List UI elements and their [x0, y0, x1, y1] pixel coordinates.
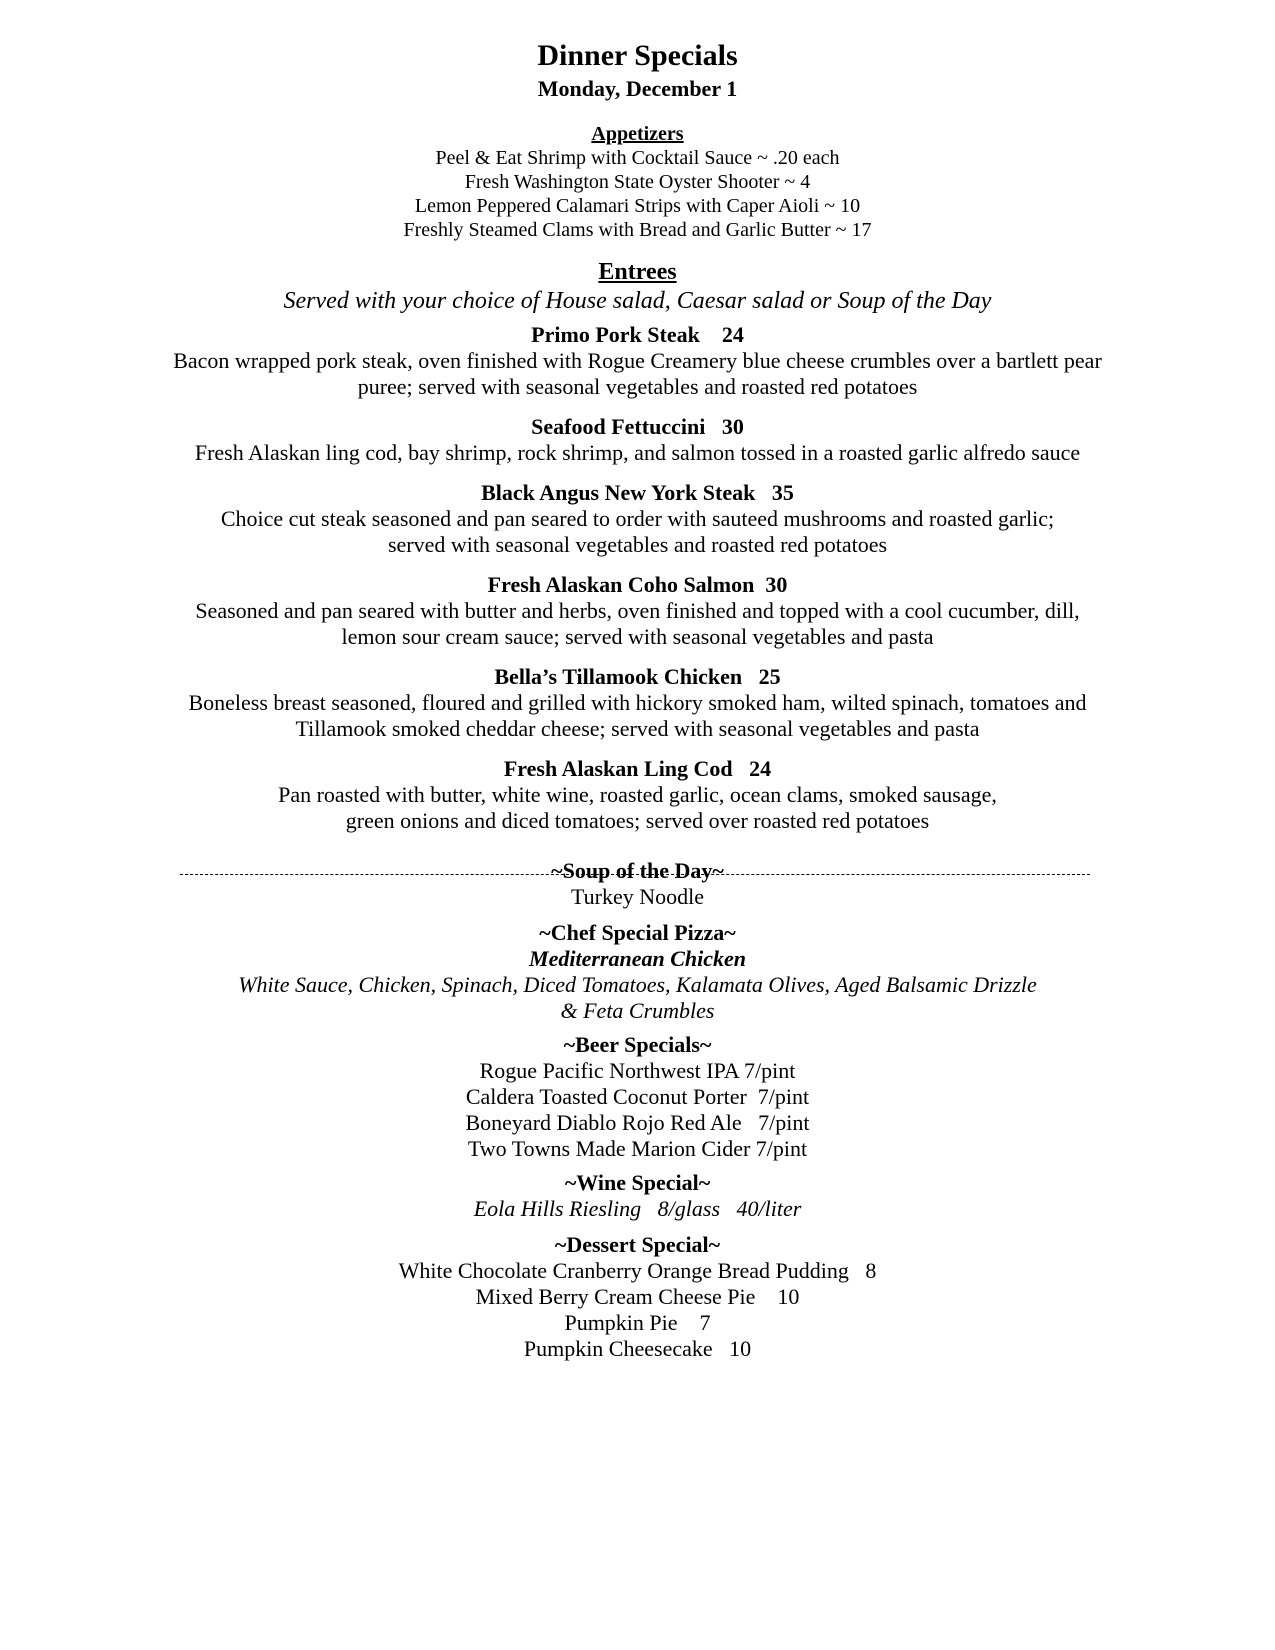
dish-description: puree; served with seasonal vegetables and roasted red potatoes	[357, 374, 918, 399]
entrees-subtitle: Served with your choice of House salad, Caesar salad or Soup of the Day	[283, 288, 992, 314]
page-date: Monday, December 1	[537, 76, 738, 101]
appetizer-item: Lemon Peppered Calamari Strips with Caper Aioli ~ 10	[414, 195, 861, 217]
dish-name: Bella’s Tillamook Chicken 25	[494, 664, 781, 689]
dessert-item: Pumpkin Cheesecake 10	[523, 1336, 752, 1361]
dish-new-york-steak	[0, 480, 1275, 558]
dish-description: Bacon wrapped pork steak, oven finished with Rogue Creamery blue cheese crumbles over a bartlett pear	[173, 348, 1102, 373]
page-title: Dinner Specials	[537, 39, 738, 72]
dish-description: Seasoned and pan seared with butter and herbs, oven finished and topped with a cool cucumber, dill,	[195, 598, 1080, 623]
beer-item: Caldera Toasted Coconut Porter 7/pint	[465, 1084, 810, 1109]
dish-tillamook-chicken	[0, 664, 1275, 742]
pizza-section	[0, 920, 1275, 1024]
dish-name: Black Angus New York Steak 35	[481, 480, 794, 505]
pizza-heading: ~Chef Special Pizza~	[539, 920, 736, 945]
dish-coho-salmon	[0, 572, 1275, 650]
wine-section	[0, 1170, 1275, 1222]
dish-name: Fresh Alaskan Coho Salmon 30	[487, 572, 788, 597]
soup-item: Turkey Noodle	[570, 884, 705, 909]
dessert-section	[0, 1232, 1275, 1362]
dessert-item: Mixed Berry Cream Cheese Pie 10	[475, 1284, 800, 1309]
beer-heading: ~Beer Specials~	[563, 1032, 712, 1057]
appetizer-item: Freshly Steamed Clams with Bread and Garlic Butter ~ 17	[403, 219, 872, 241]
dish-description: Fresh Alaskan ling cod, bay shrimp, rock shrimp, and salmon tossed in a roasted garlic alfredo sauce	[194, 440, 1081, 465]
dish-seafood-fettuccini	[0, 414, 1275, 466]
dessert-item: White Chocolate Cranberry Orange Bread Pudding 8	[398, 1258, 877, 1283]
dessert-heading: ~Dessert Special~	[554, 1232, 721, 1257]
dish-description: lemon sour cream sauce; served with seasonal vegetables and pasta	[341, 624, 934, 649]
wine-heading: ~Wine Special~	[564, 1170, 711, 1195]
dish-description: Choice cut steak seasoned and pan seared to order with sauteed mushrooms and roasted garlic;	[220, 506, 1055, 531]
dish-name: Primo Pork Steak 24	[531, 322, 744, 347]
pizza-description: White Sauce, Chicken, Spinach, Diced Tomatoes, Kalamata Olives, Aged Balsamic Drizzle	[238, 972, 1037, 997]
dish-ling-cod	[0, 756, 1275, 834]
dish-description: Boneless breast seasoned, floured and grilled with hickory smoked ham, wilted spinach, tomatoes and	[188, 690, 1087, 715]
appetizers-section	[0, 122, 1275, 242]
dish-name: Seafood Fettuccini 30	[531, 414, 744, 439]
soup-heading: ~Soup of the Day~	[551, 858, 724, 883]
dish-name: Fresh Alaskan Ling Cod 24	[503, 756, 772, 781]
appetizers-heading: Appetizers	[591, 123, 684, 145]
wine-item: Eola Hills Riesling 8/glass 40/liter	[473, 1196, 802, 1221]
appetizer-item: Fresh Washington State Oyster Shooter ~ 4	[464, 171, 811, 193]
beer-item: Rogue Pacific Northwest IPA 7/pint	[479, 1058, 796, 1083]
dish-description: Tillamook smoked cheddar cheese; served with seasonal vegetables and pasta	[295, 716, 980, 741]
appetizer-item: Peel & Eat Shrimp with Cocktail Sauce ~ .20 each	[435, 147, 840, 169]
dish-primo-pork-steak	[0, 322, 1275, 400]
beer-section	[0, 1032, 1275, 1162]
dish-description: green onions and diced tomatoes; served over roasted red potatoes	[345, 808, 930, 833]
beer-item: Boneyard Diablo Rojo Red Ale 7/pint	[465, 1110, 810, 1135]
beer-item: Two Towns Made Marion Cider 7/pint	[467, 1136, 808, 1161]
entrees-heading: Entrees	[598, 259, 677, 285]
entrees-section	[0, 258, 1275, 316]
dessert-item: Pumpkin Pie 7	[564, 1310, 711, 1335]
dish-description: served with seasonal vegetables and roasted red potatoes	[387, 532, 888, 557]
soup-section	[0, 858, 1275, 910]
dish-description: Pan roasted with butter, white wine, roasted garlic, ocean clams, smoked sausage,	[278, 782, 997, 807]
pizza-description: & Feta Crumbles	[560, 998, 715, 1023]
pizza-name: Mediterranean Chicken	[529, 946, 746, 971]
